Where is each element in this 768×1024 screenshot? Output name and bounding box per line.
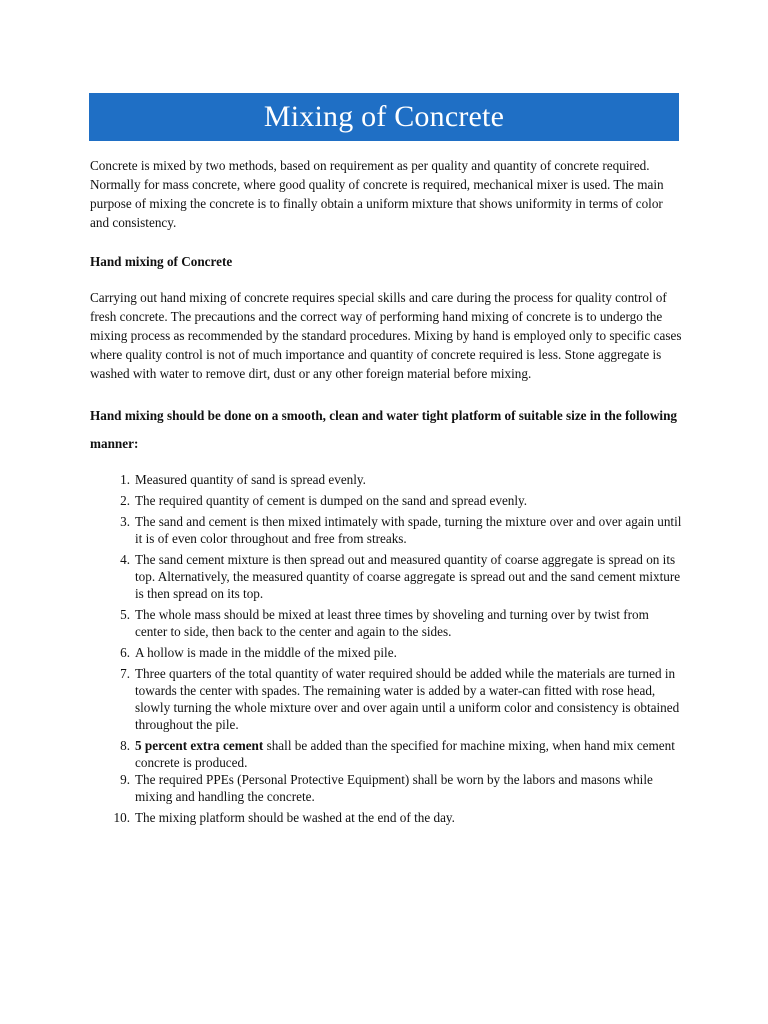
list-item-text: The sand and cement is then mixed intimately with spade, turning the mixture over and over again until it is of even color throughout and free from streaks. — [135, 514, 682, 546]
list-item-number: 4. — [120, 552, 130, 567]
list-item-number: 2. — [120, 493, 130, 508]
list-item-text: The whole mass should be mixed at least three times by shoveling and turning over by twist from center to side, then back to the center and again to the sides. — [135, 607, 649, 639]
list-item — [90, 471, 682, 488]
list-item-number: 9. — [120, 772, 130, 787]
list-item-number: 3. — [120, 514, 130, 529]
list-item-number: 1. — [120, 472, 130, 487]
list-item — [90, 644, 682, 661]
list-item — [90, 665, 682, 733]
list-item — [90, 606, 682, 640]
list-item — [90, 492, 682, 509]
list-item-number: 10. — [113, 810, 130, 825]
list-item — [90, 771, 682, 805]
list-item-number: 6. — [120, 645, 130, 660]
list-item-text: The required quantity of cement is dumped on the sand and spread evenly. — [135, 493, 528, 508]
list-item — [90, 809, 682, 826]
list-item-text: The mixing platform should be washed at the end of the day. — [135, 810, 455, 825]
list-item-bold-lead: 5 percent extra cement — [135, 738, 264, 753]
list-lead-heading: Hand mixing should be done on a smooth, clean and water tight platform of suitable size in the following manner: — [90, 408, 678, 451]
list-item-number: 8. — [120, 738, 130, 753]
list-item — [90, 513, 682, 547]
list-item — [90, 737, 682, 771]
document-body — [90, 156, 682, 830]
intro-paragraph: Concrete is mixed by two methods, based on requirement as per quality and quantity of concrete required. Normally for mass concrete, where good quality of concrete is required, mechanical mixer is used. The main purpose of mixing the concrete is to finally obtain a uniform mixture that shows uniformity in terms of color and consistency. — [90, 158, 664, 230]
title-banner — [89, 93, 679, 141]
list-item-text: The sand cement mixture is then spread out and measured quantity of coarse aggregate is spread on its top. Alternatively, the measured quantity of coarse aggregate is spread out and the sand cement mixture is then spread on its top. — [135, 552, 681, 601]
list-item-text: A hollow is made in the middle of the mixed pile. — [135, 645, 397, 660]
list-item-text: Three quarters of the total quantity of water required should be added while the materials are turned in towards the center with spades. The remaining water is added by a water-can fitted with rose head, slowly turning the whole mixture over and over again until a uniform color and consistency is obtained throughout the pile. — [135, 666, 680, 732]
list-item — [90, 551, 682, 602]
list-item-number: 5. — [120, 607, 130, 622]
list-item-text: Measured quantity of sand is spread evenly. — [135, 472, 366, 487]
steps-list — [90, 471, 682, 826]
section-heading: Hand mixing of Concrete — [90, 254, 233, 269]
list-item-text: The required PPEs (Personal Protective Equipment) shall be worn by the labors and masons while mixing and handling the concrete. — [135, 772, 653, 804]
page-title: Mixing of Concrete — [263, 100, 505, 133]
list-item-number: 7. — [120, 666, 130, 681]
list-item-text: shall be added than the specified for machine mixing, when hand mix cement concrete is produced. — [135, 738, 675, 770]
section-paragraph: Carrying out hand mixing of concrete requires special skills and care during the process for quality control of fresh concrete. The precautions and the correct way of performing hand mixing of concrete is to undergo the mixing process as recommended by the standard procedures. Mixing by hand is employed only to specific cases where quality control is not of much importance and quantity of concrete required is less. Stone aggregate is washed with water to remove dirt, dust or any other foreign material before mixing. — [90, 290, 682, 381]
